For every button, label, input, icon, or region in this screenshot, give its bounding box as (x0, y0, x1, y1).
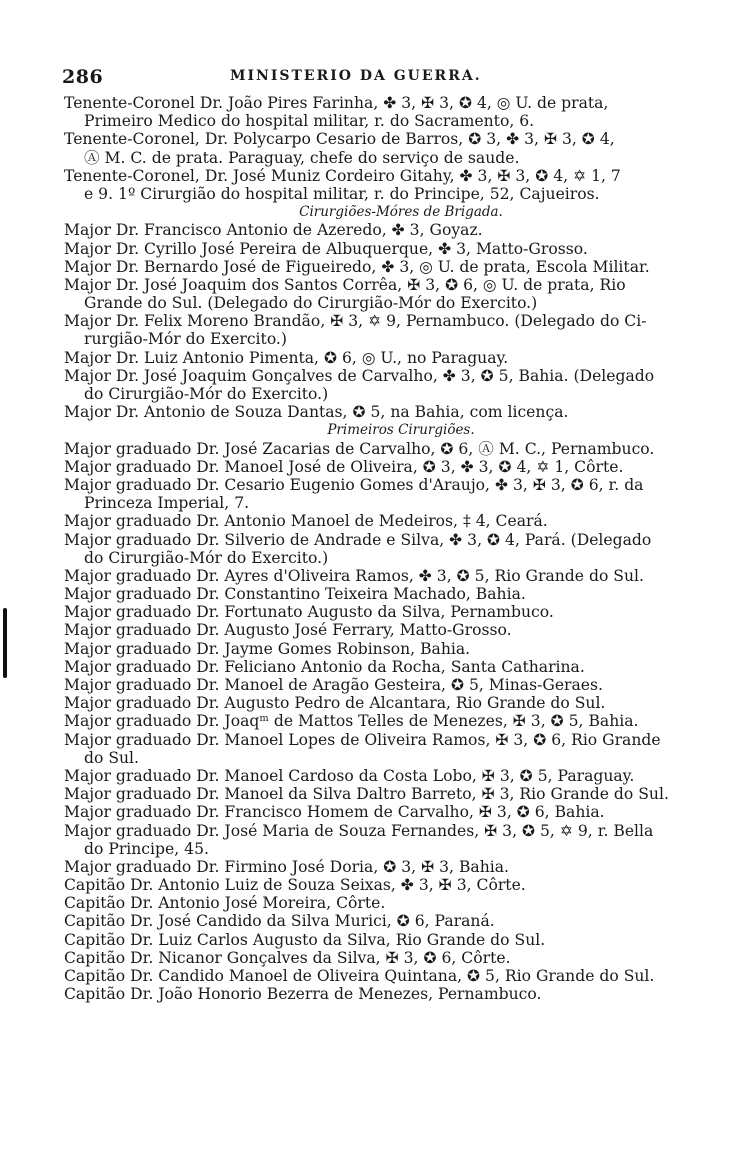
text-line: Capitão Dr. Candido Manoel de Oliveira Quintana, ✪ 5, Rio Grande do Sul. (64, 967, 655, 985)
text-line: rurgião-Mór do Exercito.) (84, 330, 287, 349)
text-line: Major graduado Dr. Silverio de Andrade e Silva, ✤ 3, ✪ 4, Pará. (Delegado (64, 530, 652, 549)
text-line: do Cirurgião-Mór do Exercito.) (84, 385, 329, 403)
text-line: Tenente-Coronel, Dr. Polycarpo Cesario de Barros, ✪ 3, ✤ 3, ✠ 3, ✪ 4, (64, 130, 615, 149)
text-line: Major Dr. Luiz Antonio Pimenta, ✪ 6, ◎ U., no Paraguay. (64, 348, 509, 367)
text-line: Princeza Imperial, 7. (84, 494, 250, 513)
text-line: Major graduado Dr. Jayme Gomes Robinson, Bahia. (64, 639, 471, 658)
text-line: e 9. 1º Cirurgião do hospital militar, r. do Principe, 52, Cajueiros. (84, 184, 600, 203)
text-line: Major graduado Dr. Fortunato Augusto da Silva, Pernambuco. (64, 603, 554, 622)
text-line: Ⓐ M. C. de prata. Paraguay, chefe do serviço de saude. (84, 148, 520, 167)
text-line: Tenente-Coronel, Dr. José Muniz Cordeiro Gitahy, ✤ 3, ✠ 3, ✪ 4, ✡ 1, 7 (64, 166, 621, 185)
text-line: Capitão Dr. Luiz Carlos Augusto da Silva, Rio Grande do Sul. (64, 930, 546, 949)
text-line: Major graduado Dr. Constantino Teixeira Machado, Bahia. (64, 585, 526, 604)
text-line: Major graduado Dr. Manoel Cardoso da Costa Lobo, ✠ 3, ✪ 5, Paraguay. (64, 766, 635, 785)
text-line: Capitão Dr. José Candido da Silva Murici, ✪ 6, Paraná. (64, 912, 495, 931)
text-line: Major graduado Dr. José Maria de Souza Fernandes, ✠ 3, ✪ 5, ✡ 9, r. Bella (64, 821, 654, 840)
text-line: Grande do Sul. (Delegado do Cirurgião-Mór do Exercito.) (84, 294, 538, 313)
text-line: Major Dr. Bernardo José de Figueiredo, ✤ 3, ◎ U. de prata, Escola Militar. (64, 257, 650, 276)
text-line: Major graduado Dr. José Zacarias de Carvalho, ✪ 6, Ⓐ M. C., Pernambuco. (64, 439, 655, 458)
running-title: MINISTERIO DA GUERRA. (230, 68, 482, 84)
text-line: Major graduado Dr. Antonio Manoel de Medeiros, ‡ 4, Ceará. (64, 512, 548, 531)
text-line: Major graduado Dr. Joaqᵐ de Mattos Telles de Menezes, ✠ 3, ✪ 5, Bahia. (64, 712, 639, 731)
text-line: Capitão Dr. Antonio Luiz de Souza Seixas, ✤ 3, ✠ 3, Côrte. (64, 876, 526, 895)
text-line: Major graduado Dr. Augusto Pedro de Alcantara, Rio Grande do Sul. (64, 694, 606, 713)
text-line: do Principe, 45. (84, 839, 209, 858)
text-line: Major Dr. Antonio de Souza Dantas, ✪ 5, na Bahia, com licença. (64, 403, 569, 422)
text-line: Major graduado Dr. Ayres d'Oliveira Ramos, ✤ 3, ✪ 5, Rio Grande do Sul. (64, 566, 644, 585)
text-line: Major Dr. José Joaquim Gonçalves de Carvalho, ✤ 3, ✪ 5, Bahia. (Delegado (64, 366, 655, 385)
text-line: Capitão Dr. Antonio José Moreira, Côrte. (64, 894, 386, 913)
text-line: Major graduado Dr. Manoel Lopes de Oliveira Ramos, ✠ 3, ✪ 6, Rio Grande (64, 730, 661, 749)
text-line: Major Dr. Francisco Antonio de Azeredo, ✤ 3, Goyaz. (64, 221, 483, 240)
text-line: Tenente-Coronel Dr. João Pires Farinha, ✤ 3, ✠ 3, ✪ 4, ◎ U. de prata, (64, 94, 609, 112)
text-line: Major graduado Dr. Cesario Eugenio Gomes d'Araujo, ✤ 3, ✠ 3, ✪ 6, r. da (64, 475, 644, 494)
text-line: Primeiro Medico do hospital militar, r. do Sacramento, 6. (84, 112, 535, 131)
text-line: Capitão Dr. Nicanor Gonçalves da Silva, ✠ 3, ✪ 6, Côrte. (64, 948, 511, 967)
section-heading: Primeiros Cirurgiões. (327, 422, 475, 439)
text-line: Major graduado Dr. Manoel de Aragão Gesteira, ✪ 5, Minas-Geraes. (64, 676, 603, 694)
section-heading: Cirurgiões-Móres de Brigada. (299, 204, 503, 221)
text-line: Major graduado Dr. Manoel José de Oliveira, ✪ 3, ✤ 3, ✪ 4, ✡ 1, Côrte. (64, 457, 624, 476)
text-line: Major graduado Dr. Augusto José Ferrary, Matto-Grosso. (64, 621, 512, 640)
text-line: Major Dr. Cyrillo José Pereira de Albuquerque, ✤ 3, Matto-Grosso. (64, 239, 588, 258)
text-line: do Sul. (84, 748, 139, 767)
text-line: Major graduado Dr. Francisco Homem de Carvalho, ✠ 3, ✪ 6, Bahia. (64, 803, 605, 822)
text-line: Major Dr. Felix Moreno Brandão, ✠ 3, ✡ 9, Pernambuco. (Delegado do Ci- (64, 312, 647, 331)
text-line: Capitão Dr. João Honorio Bezerra de Menezes, Pernambuco. (64, 985, 542, 1004)
margin-mark (3, 608, 7, 678)
roster-body (64, 94, 698, 1003)
text-line: Major graduado Dr. Feliciano Antonio da Rocha, Santa Catharina. (64, 657, 585, 676)
text-line: Major Dr. José Joaquim dos Santos Corrêa, ✠ 3, ✪ 6, ◎ U. de prata, Rio (64, 275, 626, 294)
text-line: Major graduado Dr. Firmino José Doria, ✪ 3, ✠ 3, Bahia. (64, 857, 509, 876)
page-number: 286 (62, 66, 104, 88)
text-line: do Cirurgião-Mór do Exercito.) (84, 548, 329, 567)
text-line: Major graduado Dr. Manoel da Silva Daltro Barreto, ✠ 3, Rio Grande do Sul. (64, 785, 669, 804)
page-header (62, 66, 702, 92)
